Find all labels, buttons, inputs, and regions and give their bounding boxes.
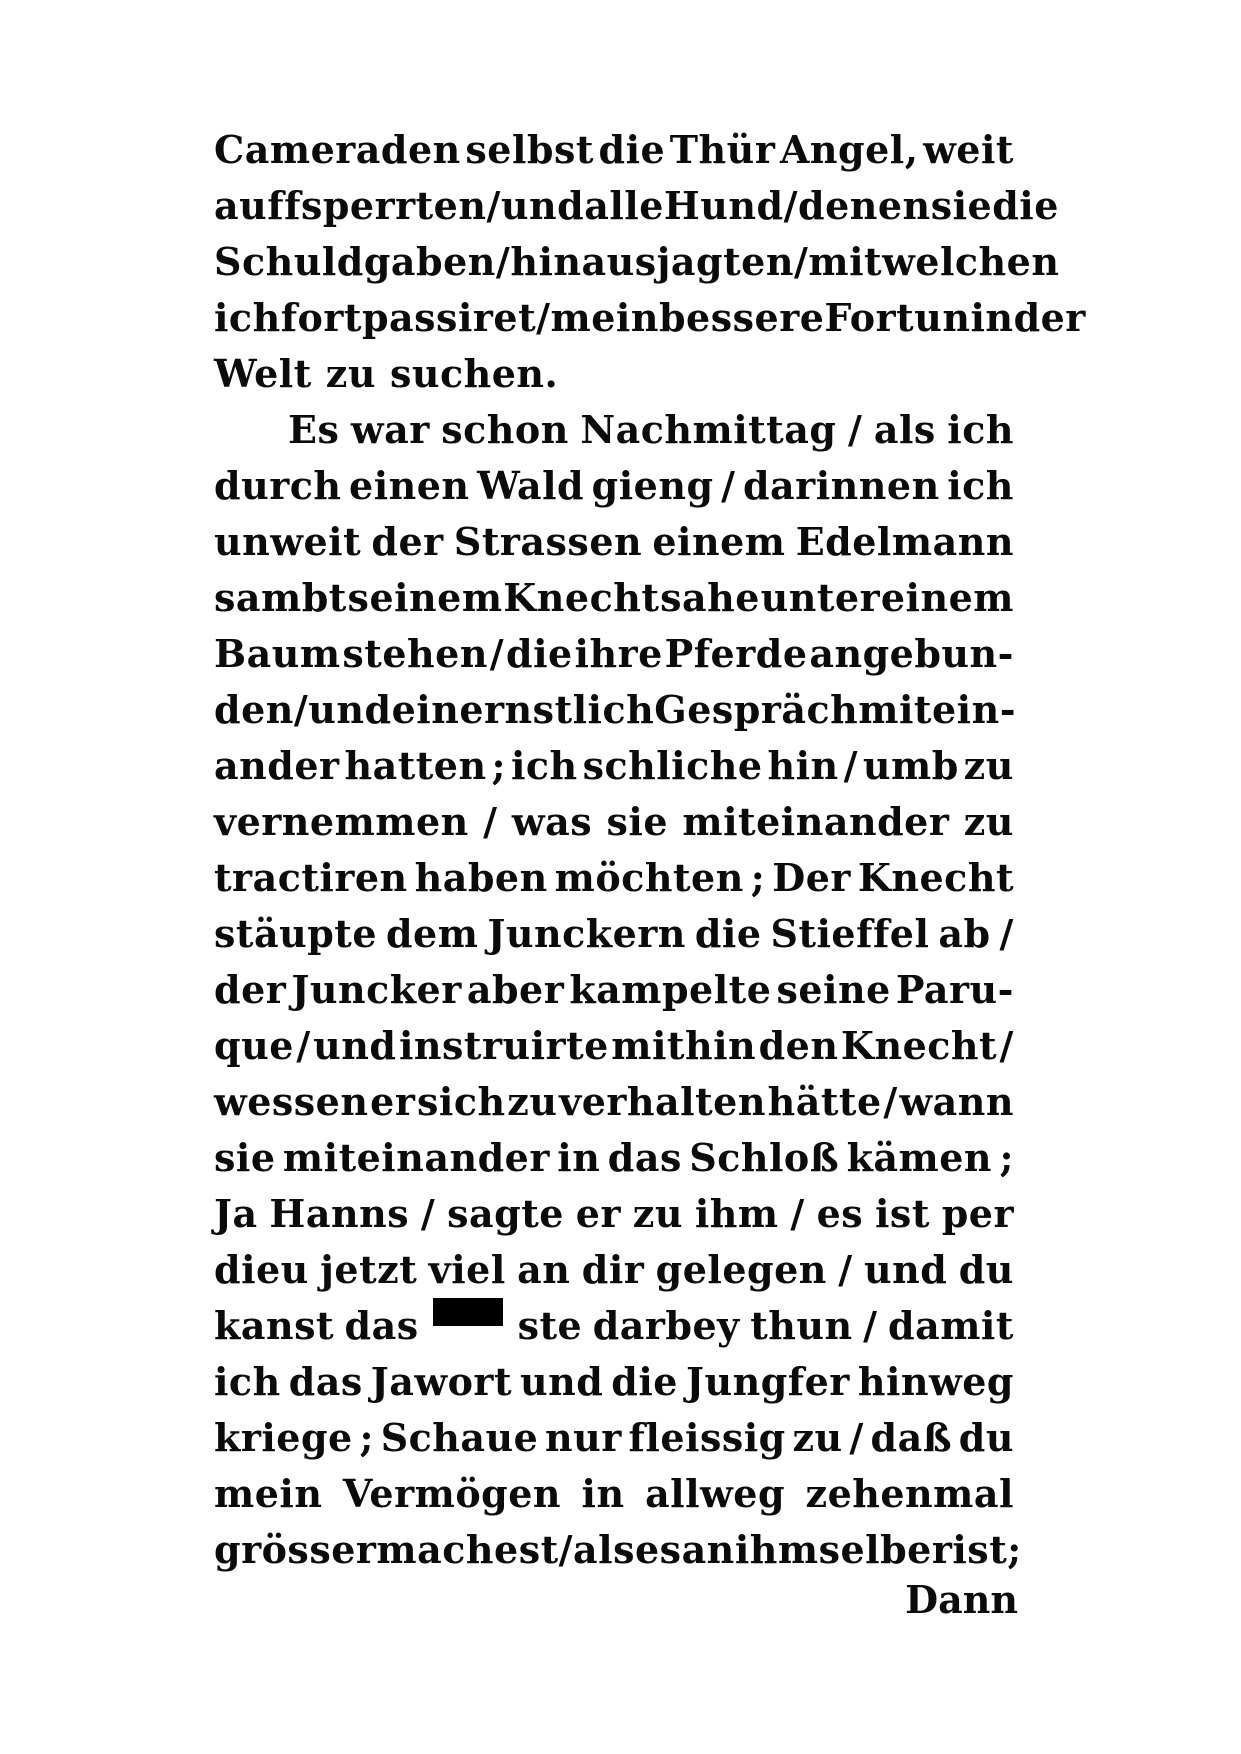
word: Edelmann (795, 519, 1014, 564)
word: wann (899, 1079, 1014, 1124)
word: mein (214, 1471, 323, 1516)
word: selber (818, 1527, 953, 1572)
word: damit (888, 1303, 1014, 1348)
word: in (581, 1471, 625, 1516)
word: du (958, 1247, 1014, 1292)
word: passiret (361, 295, 537, 340)
word: möchten (554, 855, 744, 900)
word: machest (376, 1527, 559, 1572)
word: zu (792, 1415, 843, 1460)
word: / (536, 295, 551, 340)
word: weit (923, 127, 1014, 172)
word: das (288, 1359, 363, 1404)
word: Strassen (453, 519, 643, 564)
word: stäupte (214, 911, 377, 956)
word: sagte (447, 1191, 564, 1236)
word: Pferde (664, 631, 808, 676)
word: ; (750, 855, 766, 900)
text-line (214, 1074, 1014, 1130)
word: stehen (342, 631, 488, 676)
word: Fortun (824, 295, 971, 340)
word: Juncker (291, 967, 462, 1012)
word: ich (214, 295, 281, 340)
word: Knecht (857, 855, 1014, 900)
word: hinweg (857, 1359, 1014, 1404)
word: zu (963, 799, 1014, 844)
word: thun (750, 1303, 853, 1348)
word: als (573, 1527, 635, 1572)
text-line (214, 738, 1014, 794)
word: jetzt (320, 1247, 418, 1292)
word: Knecht (840, 1023, 998, 1068)
word: hatten (344, 743, 487, 788)
word: welchen (882, 239, 1060, 284)
word: umb (862, 743, 959, 788)
word: / (863, 1303, 878, 1348)
word: ist (952, 1527, 1008, 1572)
word: Welt (214, 351, 312, 396)
word: einem (880, 575, 1014, 620)
word: tractiren (214, 855, 408, 900)
word: / (483, 799, 498, 844)
text-line (214, 682, 1014, 738)
word: ich (947, 407, 1014, 452)
word: denen (798, 183, 931, 228)
word: / (420, 1191, 436, 1236)
text-line (214, 1186, 1014, 1242)
word: ; (999, 1135, 1014, 1180)
word: in (970, 295, 1014, 340)
word: es (816, 1191, 864, 1236)
word: sie (214, 1135, 276, 1180)
word: und (500, 183, 585, 228)
word: nur (545, 1415, 622, 1460)
word: Nachmittag (580, 407, 837, 452)
word: Schaue (380, 1415, 539, 1460)
word: Stieffel (770, 911, 930, 956)
text-line (214, 626, 1014, 682)
text-line (214, 458, 1014, 514)
word: angebun- (809, 631, 1014, 676)
word: / (849, 1415, 864, 1460)
text-line (214, 122, 1014, 178)
word: der (371, 519, 444, 564)
word: den (214, 687, 294, 732)
word: Vermögen (342, 1471, 562, 1516)
text-line (214, 570, 1014, 626)
word: auffsperrten (214, 183, 487, 228)
text-line (214, 1466, 1014, 1522)
text-line (214, 962, 1014, 1018)
word: Angel, (779, 127, 919, 172)
text-line (214, 1522, 1022, 1578)
word: dem (385, 911, 479, 956)
word: du (958, 1415, 1014, 1460)
word: verhalten (559, 1079, 766, 1124)
word: zehenmal (805, 1471, 1014, 1516)
word: ander (214, 743, 340, 788)
word: der (214, 967, 287, 1012)
word: ich (947, 463, 1014, 508)
text-line (214, 290, 1086, 346)
text-line (214, 1354, 1014, 1410)
word: und (519, 1359, 604, 1404)
word: ste (517, 1303, 583, 1348)
word: selbst (465, 127, 594, 172)
word: suchen. (389, 351, 559, 396)
word: Jawort (370, 1359, 512, 1404)
word: / (495, 239, 511, 284)
word: was (511, 799, 593, 844)
word: kämen (846, 1135, 993, 1180)
word: dir (581, 1247, 645, 1292)
word: Thür (669, 127, 776, 172)
word: Jungfer (685, 1359, 850, 1404)
word: Cameraden (214, 127, 461, 172)
word: / (847, 407, 863, 452)
text-line (214, 1242, 1014, 1298)
word: sich (417, 1079, 506, 1124)
word: einem (652, 519, 786, 564)
word: jagten (656, 239, 794, 284)
word: kriege (214, 1415, 353, 1460)
word: ihm (694, 1191, 779, 1236)
word: er (370, 1079, 416, 1124)
word: gieng (591, 463, 714, 508)
word: war (350, 407, 430, 452)
word: das (344, 1303, 419, 1348)
word: allweg (645, 1471, 786, 1516)
word: in (557, 1135, 601, 1180)
word: unter (760, 575, 881, 620)
word: Es (288, 407, 340, 452)
word: sie (930, 183, 993, 228)
word: zu (325, 351, 376, 396)
word: sie (606, 799, 669, 844)
text-line (214, 178, 1059, 234)
word: instruirte (398, 1023, 609, 1068)
word: Der (772, 855, 851, 900)
text-line (214, 234, 1060, 290)
word: alle (584, 183, 664, 228)
word: / (558, 1527, 574, 1572)
word: das (607, 1135, 682, 1180)
word: gelegen (655, 1247, 827, 1292)
word: die (992, 183, 1059, 228)
word: zu (963, 743, 1014, 788)
word: Junckern (487, 911, 686, 956)
text-line (214, 794, 1014, 850)
word: ein (391, 687, 460, 732)
word: ; (1007, 1527, 1022, 1572)
text-line (214, 1018, 1014, 1074)
word: mein (550, 295, 659, 340)
word: es (634, 1527, 682, 1572)
word: darbey (592, 1303, 740, 1348)
word: / (843, 743, 858, 788)
word: sambt (214, 575, 347, 620)
word: ich (214, 1359, 281, 1404)
word: fleissig (628, 1415, 786, 1460)
text-line (214, 906, 1014, 962)
word: darinnen (742, 463, 940, 508)
word: die (611, 1359, 678, 1404)
word: aber (466, 967, 565, 1012)
word: kanst (214, 1303, 335, 1348)
word: ab (938, 911, 991, 956)
catchword: Dann (905, 1577, 1018, 1622)
word: die (598, 127, 666, 172)
word: Paru- (895, 967, 1014, 1012)
text-line (214, 1410, 1014, 1466)
word: / (783, 183, 798, 228)
word: fort (280, 295, 362, 340)
word: / (838, 1247, 853, 1292)
word: Hund (663, 183, 784, 228)
word: Ja (214, 1191, 258, 1236)
word: schon (441, 407, 569, 452)
word: miteinander (282, 1135, 550, 1180)
word: die (694, 911, 762, 956)
paragraph-first-line (214, 402, 1014, 458)
word: unweit (214, 519, 362, 564)
word: und (864, 1247, 948, 1292)
body-text (214, 122, 1086, 1578)
word: ; (359, 1415, 374, 1460)
word: / (883, 1079, 898, 1124)
word: sahe (660, 575, 760, 620)
word: die (506, 631, 573, 676)
word: kampelte (569, 967, 772, 1012)
word: an (517, 1247, 571, 1292)
word: / (721, 463, 736, 508)
word: mit (808, 239, 883, 284)
word: viel (428, 1247, 506, 1292)
word: mithin (611, 1023, 757, 1068)
word: ich (510, 743, 578, 788)
word: an (681, 1527, 735, 1572)
word: und (313, 1023, 397, 1068)
word: dieu (214, 1247, 309, 1292)
word: / (296, 1023, 311, 1068)
word: haben (414, 855, 548, 900)
word: vernemmen (214, 799, 469, 844)
word: ; (491, 743, 507, 788)
word: bessere (658, 295, 825, 340)
word: einen (349, 463, 470, 508)
word: / (486, 183, 501, 228)
word: er (575, 1191, 621, 1236)
word: miteinander (682, 799, 950, 844)
word: ernstlich (459, 687, 655, 732)
word: seinem (347, 575, 503, 620)
word: durch (214, 463, 342, 508)
word: hin (767, 743, 839, 788)
word: / (790, 1191, 805, 1236)
redaction-mark (433, 1298, 503, 1326)
word: mitein- (858, 687, 1016, 732)
word: Knecht (503, 575, 660, 620)
text-line (214, 514, 1014, 570)
word: ist (875, 1191, 930, 1236)
word: que (214, 1023, 294, 1068)
text-line (214, 850, 1014, 906)
word: ihm (734, 1527, 819, 1572)
word: gaben (363, 239, 496, 284)
word: hätte (767, 1079, 882, 1124)
word: grösser (214, 1527, 377, 1572)
word: Gespräch (654, 687, 859, 732)
word: Schloß (689, 1135, 840, 1180)
word: Baum (214, 631, 341, 676)
text-line (214, 1130, 1014, 1186)
word: zu (632, 1191, 683, 1236)
word: als (873, 407, 936, 452)
word: den (758, 1023, 839, 1068)
word: hinaus (510, 239, 657, 284)
word: per (941, 1191, 1014, 1236)
word: / (293, 687, 309, 732)
word: und (308, 687, 392, 732)
word: wessen (214, 1079, 369, 1124)
word: / (489, 631, 505, 676)
word: / (999, 911, 1014, 956)
text-line-redacted (214, 1298, 1014, 1354)
word: / (999, 1023, 1014, 1068)
word: Schuld (214, 239, 364, 284)
word: daß (870, 1415, 953, 1460)
word: / (793, 239, 809, 284)
word: ihre (574, 631, 663, 676)
text-line (214, 346, 1014, 402)
word: Hanns (269, 1191, 410, 1236)
word: seine (776, 967, 891, 1012)
word: zu (507, 1079, 558, 1124)
word: schliche (582, 743, 763, 788)
word: Wald (477, 463, 585, 508)
word: der (1013, 295, 1086, 340)
